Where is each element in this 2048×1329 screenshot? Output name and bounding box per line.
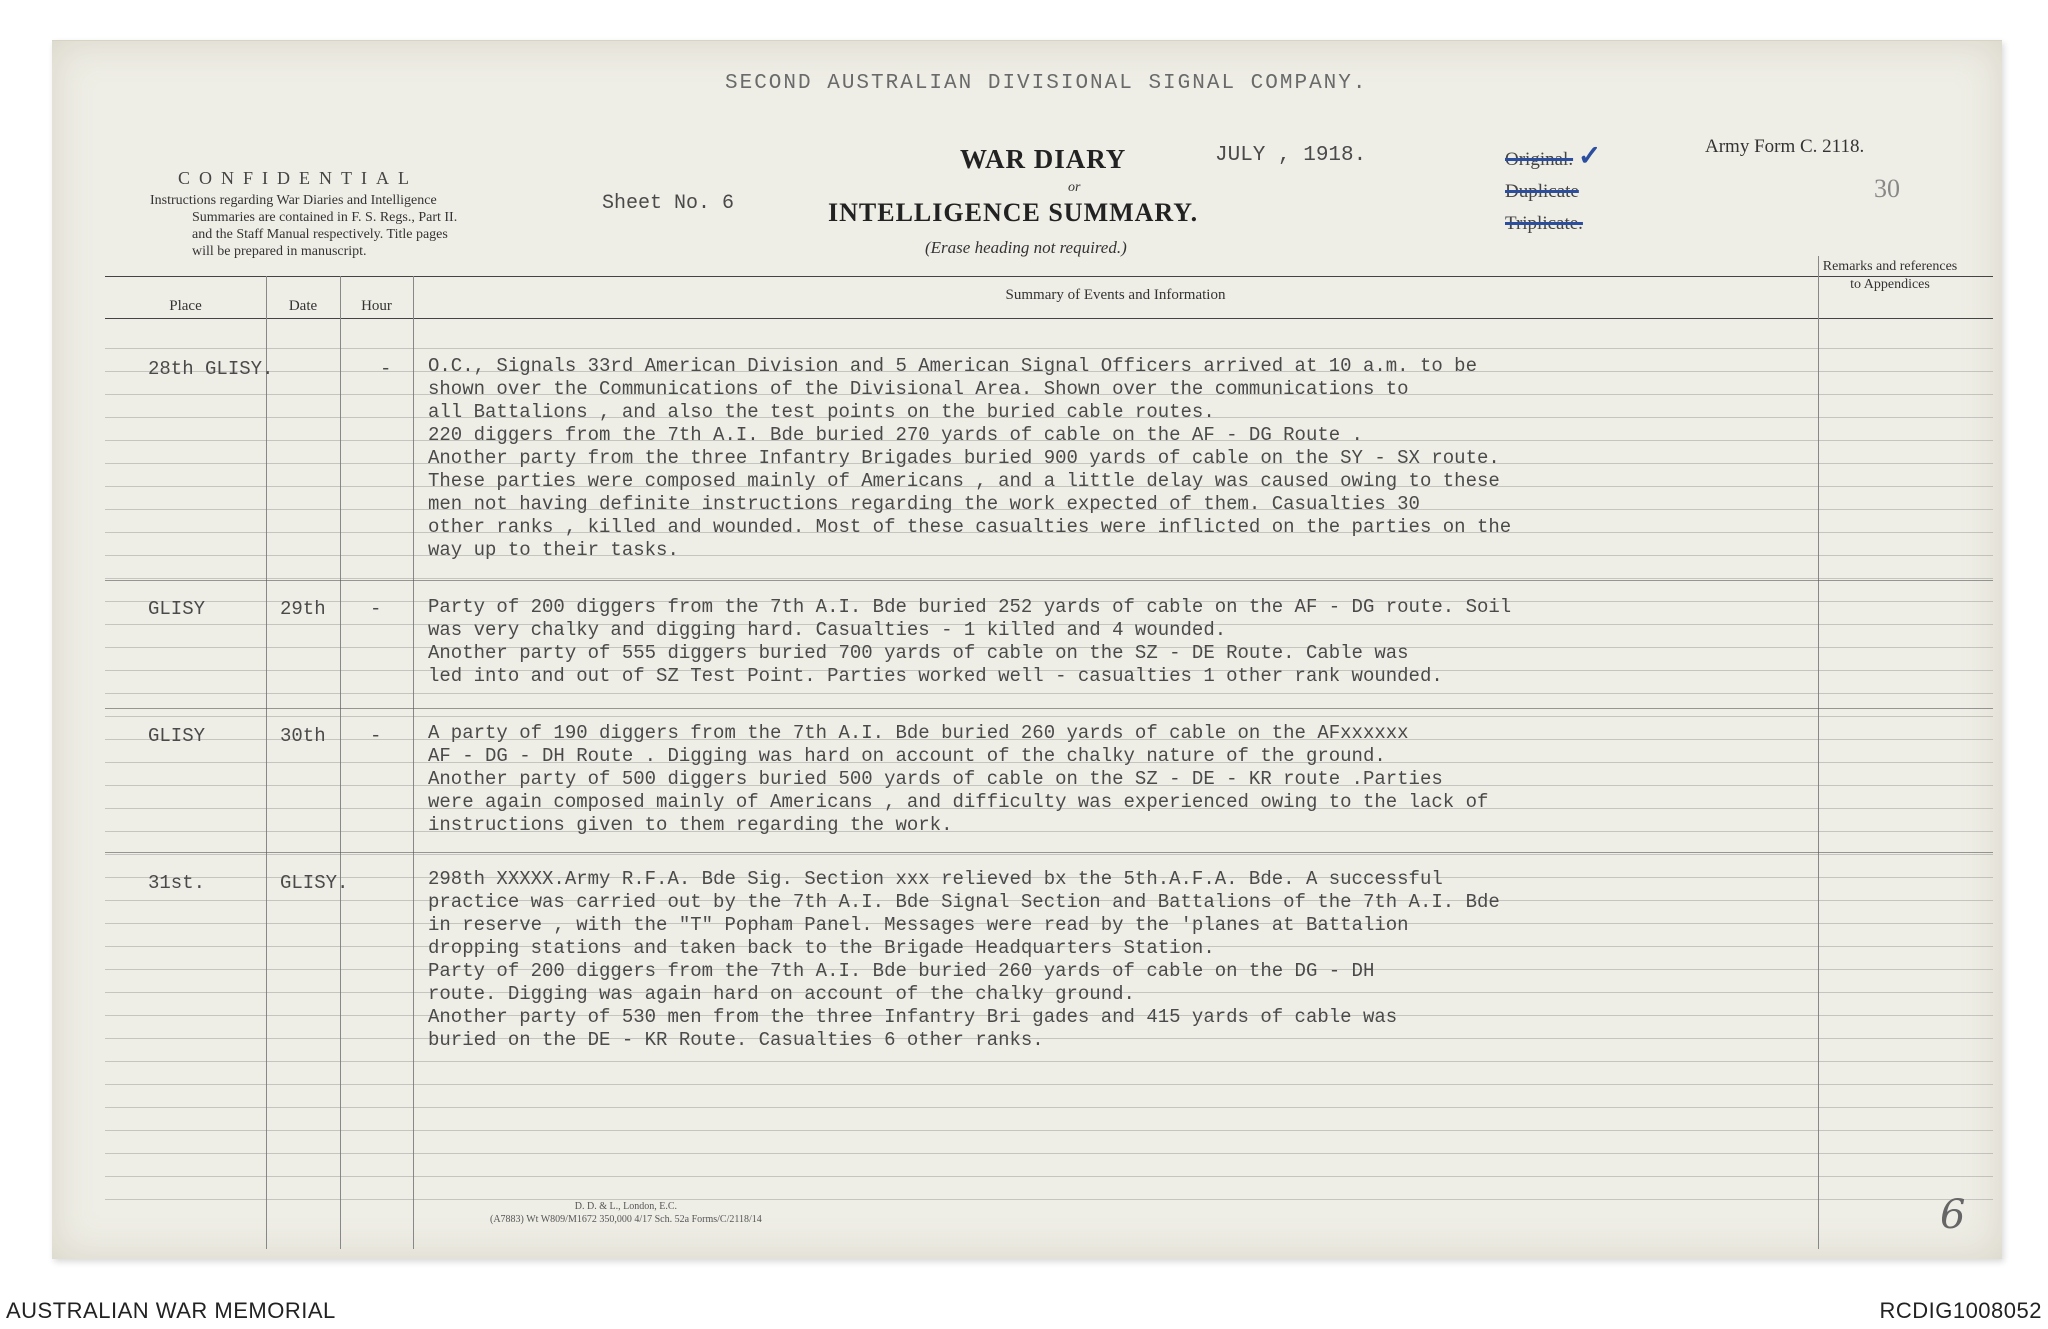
or-label: or (1068, 180, 1081, 195)
column-header-remarks: Remarks and references to Appendices (1822, 259, 1958, 292)
sheet-number: Sheet No. 6 (602, 192, 735, 215)
copy-triplicate: Triplicate. (1505, 213, 1583, 234)
entry-hour: - (380, 358, 392, 380)
entry-text-line: These parties were composed mainly of Americans , and a little delay was caused owing to these (428, 470, 1500, 492)
entry-text-line: Another party of 530 men from the three Infantry Bri gades and 415 yards of cable was (428, 1006, 1398, 1028)
instructions-block (150, 192, 457, 260)
entry-text-line: AF - DG - DH Route . Digging was hard on account of the chalky nature of the ground. (428, 745, 1386, 767)
entry-separator (105, 852, 1993, 853)
remarks-column-divider (1818, 256, 1819, 1249)
entry-place: GLISY (148, 598, 206, 620)
pencil-annotation: 30 (1874, 174, 1900, 203)
entry-text-line: in reserve , with the "T" Popham Panel. Messages were read by the 'planes at Battalion (428, 914, 1409, 936)
table-header-rule (105, 318, 1993, 319)
entry-text-line: other ranks , killed and wounded. Most of these casualties were inflicted on the parties on the (428, 516, 1512, 538)
entry-hour: - (370, 598, 382, 620)
entry-text-line: Party of 200 diggers from the 7th A.I. Bde buried 260 yards of cable on the DG - DH (428, 960, 1375, 982)
column-header-place: Place (169, 298, 202, 314)
ruled-line (105, 1061, 1993, 1062)
printer-imprint (490, 1200, 762, 1226)
entry-text-line: shown over the Communications of the Divisional Area. Shown over the communications to (428, 378, 1409, 400)
entry-text-line: instructions given to them regarding the work. (428, 814, 953, 836)
entry-text-line: O.C., Signals 33rd American Division and 5 American Signal Officers arrived at 10 a.m. to be (428, 355, 1477, 377)
entry-separator (105, 580, 1993, 581)
copy-designation (1505, 141, 1601, 240)
ruled-line (105, 1176, 1993, 1177)
column-header-date: Date (288, 298, 318, 314)
entry-text-line: route. Digging was again hard on account of the chalky ground. (428, 983, 1135, 1005)
entry-text-line: Another party of 555 diggers buried 700 yards of cable on the SZ - DE Route. Cable was (428, 642, 1409, 664)
entry-place: 28th GLISY. (148, 358, 274, 380)
instruction-line: will be prepared in manuscript. (192, 244, 367, 259)
entry-text-line: men not having definite instructions regarding the work expected of them. Casualties 30 (428, 493, 1420, 515)
ruled-line (105, 1130, 1993, 1131)
entry-text-line: Another party from the three Infantry Brigades buried 900 yards of cable on the SY - SX route. (428, 447, 1500, 469)
entry-date: 30th (280, 725, 326, 747)
table-top-rule (105, 276, 1993, 277)
entry-text-line: way up to their tasks. (428, 539, 679, 561)
entry-place: GLISY (148, 725, 206, 747)
unit-name: SECOND AUSTRALIAN DIVISIONAL SIGNAL COMPANY. (725, 72, 1368, 95)
confidential-label: CONFIDENTIAL (178, 168, 418, 188)
erase-note: (Erase heading not required.) (925, 238, 1127, 257)
entry-text-line: Another party of 500 diggers buried 500 yards of cable on the SZ - DE - KR route .Parties (428, 768, 1443, 790)
entry-text-line: A party of 190 diggers from the 7th A.I. Bde buried 260 yards of cable on the AFxxxxxx (428, 722, 1409, 744)
ruled-line (105, 854, 1993, 855)
entry-place: 31st. (148, 872, 206, 894)
ruled-line (105, 1107, 1993, 1108)
imprint-line: (A7883) Wt W809/M1672 350,000 4/17 Sch. 52a Forms/C/2118/14 (490, 1214, 762, 1225)
column-header-summary: Summary of Events and Information (1005, 287, 1226, 303)
entry-text-line: dropping stations and taken back to the Brigade Headquarters Station. (428, 937, 1215, 959)
intelligence-summary-title: INTELLIGENCE SUMMARY. (828, 198, 1199, 227)
imprint-line: D. D. & L., London, E.C. (574, 1201, 677, 1212)
entry-text-line: buried on the DE - KR Route. Casualties 6 other ranks. (428, 1029, 1044, 1051)
entry-text-line: Party of 200 diggers from the 7th A.I. Bde buried 252 yards of cable on the AF - DG route. Soil (428, 596, 1512, 618)
ruled-line (105, 578, 1993, 579)
ruled-line (105, 348, 1993, 349)
entry-text-line: led into and out of SZ Test Point. Parties worked well - casualties 1 other rank wounded. (428, 665, 1443, 687)
ruled-line (105, 555, 1993, 556)
entry-date: 29th (280, 598, 326, 620)
ruled-line (105, 693, 1993, 694)
instruction-line: Summaries are contained in F. S. Regs., Part II. (192, 210, 458, 225)
diary-month: JULY , 1918. (1215, 144, 1367, 167)
entry-hour: - (370, 725, 382, 747)
ruled-line (105, 831, 1993, 832)
copy-original: Original. (1505, 149, 1574, 170)
entry-text-line: 220 diggers from the 7th A.I. Bde buried 270 yards of cable on the AF - DG Route . (428, 424, 1363, 446)
entry-date: GLISY. (280, 872, 349, 894)
instruction-line: and the Staff Manual respectively. Title pages (192, 227, 448, 242)
page-number: 6 (1940, 1192, 1966, 1238)
entry-text-line: was very chalky and digging hard. Casualties - 1 killed and 4 wounded. (428, 619, 1227, 641)
ruled-line (105, 1038, 1993, 1039)
ruled-line (105, 1153, 1993, 1154)
entry-text-line: 298th XXXXX.Army R.F.A. Bde Sig. Section xxx relieved bx the 5th.A.F.A. Bde. A successful (428, 868, 1443, 890)
ruled-line (105, 1084, 1993, 1085)
instruction-line: Instructions regarding War Diaries and Intelligence (150, 193, 437, 208)
ruled-line (105, 716, 1993, 717)
entry-text-line: practice was carried out by the 7th A.I. Bde Signal Section and Battalions of the 7th A.I. Bde (428, 891, 1500, 913)
entry-text-line: were again composed mainly of Americans , and difficulty was experienced owing to the lack of (428, 791, 1489, 813)
archive-reference: RCDIG1008052 (1879, 1298, 2042, 1323)
entry-text-line: all Battalions , and also the test points on the buried cable routes. (428, 401, 1215, 423)
copy-duplicate: Duplicate (1505, 181, 1579, 202)
war-diary-title: WAR DIARY (960, 144, 1127, 174)
entry-separator (105, 708, 1993, 709)
check-mark-icon: ✓ (1577, 141, 1602, 172)
ruled-line (105, 1199, 1993, 1200)
army-form-number: Army Form C. 2118. (1705, 136, 1865, 157)
column-header-hour: Hour (361, 298, 392, 314)
archive-credit: AUSTRALIAN WAR MEMORIAL (6, 1298, 336, 1323)
